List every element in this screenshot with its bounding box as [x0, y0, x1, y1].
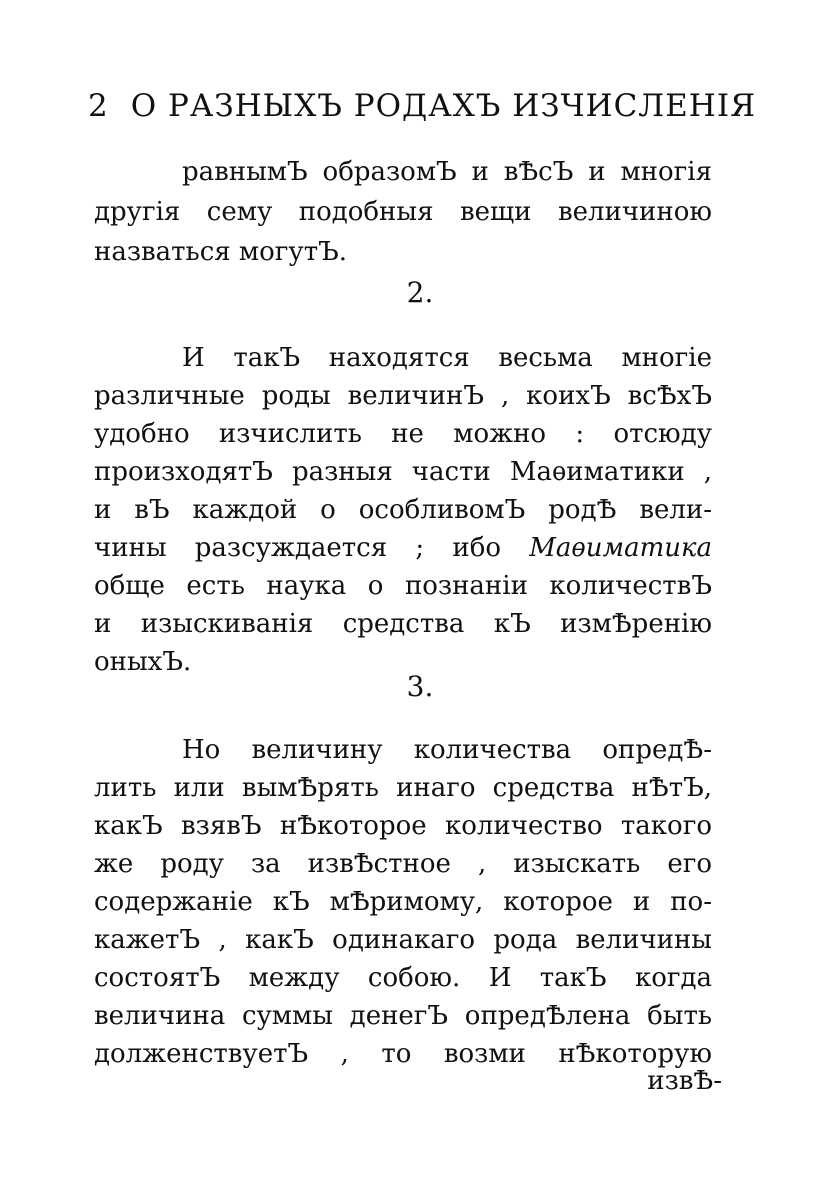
text-line: и вЪ каждой о особливомЪ родѢ вели- [94, 495, 712, 525]
text-line: оныхЪ. [94, 647, 192, 677]
text-line: И такЪ находятся весьма многіе [182, 343, 712, 373]
text-line: равнымЪ образомЪ и вѢсЪ и многія [182, 157, 712, 187]
running-title: О РАЗНЫХЪ РОДАХЪ ИЗЧИСЛЕНІЯ [130, 88, 757, 124]
catchword: извѢ- [647, 1066, 722, 1096]
italic-term: Маѳиматика [529, 533, 712, 563]
text-line: удобно изчислить не можно : отсюду [94, 419, 712, 449]
text-line-with-italic [94, 530, 712, 566]
running-head [88, 88, 756, 124]
text-line: величина суммы денегЪ опредѢлена быть [94, 1001, 712, 1031]
text-line: назваться могутЪ. [94, 237, 348, 267]
text-line: долженствуетЪ , то возми нѢкоторую [94, 1039, 712, 1069]
text-line: и изыскиванія средства кЪ измѢренію [94, 609, 712, 639]
text-line: Но величину количества опредѢ- [182, 735, 712, 765]
text-line: содержаніе кЪ мѢримому, которое и по- [94, 887, 712, 917]
text-fragment: чины разсуждается ; ибо [94, 533, 502, 563]
text-line: состоятЪ между собою. И такЪ когда [94, 963, 712, 993]
page-number: 2 [88, 88, 109, 124]
text-line: какЪ взявЪ нѢкоторое количество такого [94, 811, 712, 841]
text-line: произходятЪ разныя части Маѳиматики , [94, 457, 712, 487]
text-line: другія сему подобныя вещи величиною [94, 197, 712, 227]
text-line: различные роды величинЪ , коихЪ всѢхЪ [94, 381, 712, 411]
text-line: же роду за извѢстное , изыскать его [94, 849, 712, 879]
text-line: лить или вымѢрять инаго средства нѢтЪ, [94, 773, 712, 803]
text-line: обще есть наука о познаніи количествЪ [94, 571, 712, 601]
section-number: 2. [406, 276, 434, 309]
text-line: кажетЪ , какЪ одинакаго рода величины [94, 925, 712, 955]
section-number: 3. [406, 670, 434, 703]
